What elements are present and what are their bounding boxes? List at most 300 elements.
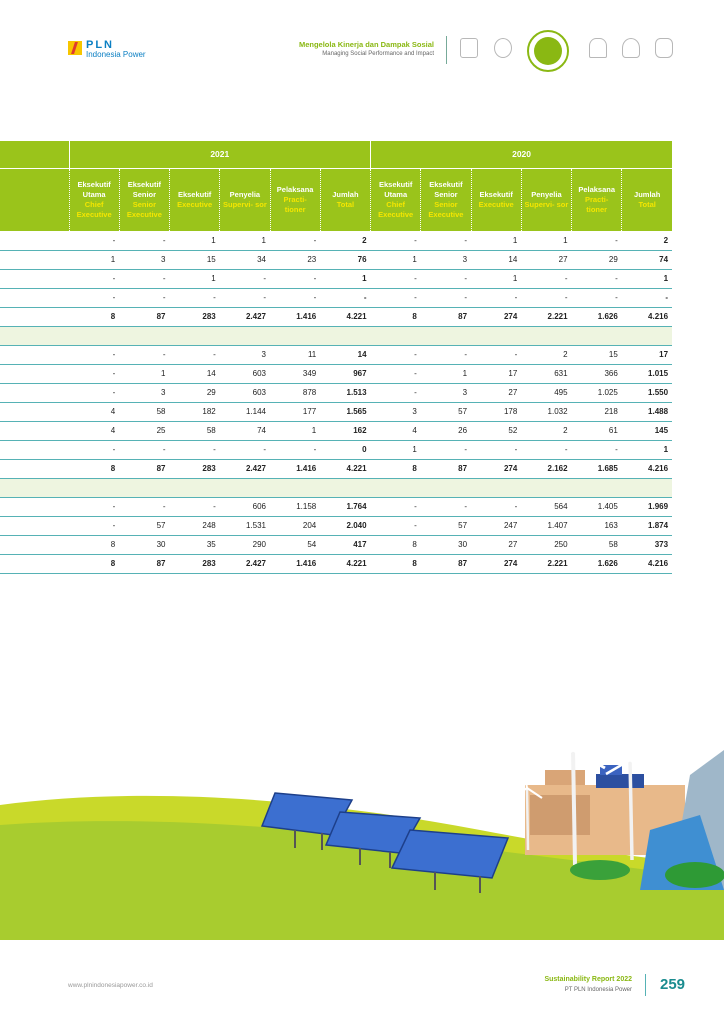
table-cell: 2.221 <box>521 307 571 326</box>
column-header <box>320 168 370 231</box>
table-cell: 58 <box>119 402 169 421</box>
hand-plug-icon[interactable] <box>655 38 673 58</box>
column-header <box>69 168 119 231</box>
hand-plant-icon[interactable] <box>589 38 607 58</box>
row-label-cell <box>0 307 69 326</box>
table-cell: - <box>170 440 220 459</box>
column-header-id: Eksekutif Utama <box>77 179 111 199</box>
table-cell: 1.685 <box>572 459 622 478</box>
employee-table <box>0 141 672 574</box>
row-label-cell <box>0 554 69 573</box>
gear-people-icon[interactable] <box>494 38 512 58</box>
table-row <box>0 402 672 421</box>
table-cell: 8 <box>69 459 119 478</box>
column-header-id: Jumlah <box>332 189 359 199</box>
year-header-2020: 2020 <box>371 141 673 168</box>
table-cell: 1.025 <box>572 383 622 402</box>
table-cell: 26 <box>421 421 471 440</box>
table-cell: - <box>69 231 119 250</box>
table-cell: 373 <box>622 535 672 554</box>
table-cell: - <box>371 497 421 516</box>
table-cell: - <box>371 345 421 364</box>
table-cell: 178 <box>471 402 521 421</box>
lotus-icon[interactable] <box>622 38 640 58</box>
table-cell: 1.764 <box>320 497 370 516</box>
table-cell: 967 <box>320 364 370 383</box>
table-cell <box>170 478 220 497</box>
row-label-cell <box>0 326 69 345</box>
chapter-title: Mengelola Kinerja dan Dampak Sosial <box>298 40 434 49</box>
table-cell: - <box>170 345 220 364</box>
table-cell: 52 <box>471 421 521 440</box>
table-row <box>0 231 672 250</box>
column-header-id: Eksekutif Senior <box>127 179 162 199</box>
table-cell: 2 <box>622 231 672 250</box>
table-cell: 248 <box>170 516 220 535</box>
table-cell: 177 <box>270 402 320 421</box>
table-cell: - <box>371 231 421 250</box>
table-cell <box>119 478 169 497</box>
column-header-en: Executive <box>177 199 213 209</box>
table-cell: 1.405 <box>572 497 622 516</box>
table-cell: 1 <box>220 231 270 250</box>
checklist-icon[interactable] <box>460 38 478 58</box>
table-cell: 3 <box>421 250 471 269</box>
table-cell: 1 <box>371 250 421 269</box>
table-cell <box>170 326 220 345</box>
table-cell: - <box>270 288 320 307</box>
table-cell <box>521 326 571 345</box>
table-cell: - <box>371 288 421 307</box>
table-cell: 57 <box>421 516 471 535</box>
logo-title: PLN <box>86 39 114 51</box>
column-header <box>220 168 270 231</box>
table-cell: 1 <box>170 269 220 288</box>
table-cell: - <box>119 497 169 516</box>
table-cell <box>69 326 119 345</box>
column-header-id: Eksekutif <box>177 189 212 199</box>
pln-lightning-icon <box>68 41 82 55</box>
table-cell: 14 <box>320 345 370 364</box>
table-cell: 17 <box>471 364 521 383</box>
column-header-id: Penyelia <box>531 189 562 199</box>
table-cell: 4 <box>69 421 119 440</box>
table-cell: - <box>421 269 471 288</box>
table-cell: 1.874 <box>622 516 672 535</box>
table-cell: 603 <box>220 364 270 383</box>
table-cell <box>471 478 521 497</box>
table-cell: 274 <box>471 554 521 573</box>
table-cell: - <box>119 440 169 459</box>
row-label-cell <box>0 364 69 383</box>
table-cell <box>421 326 471 345</box>
table-cell: 8 <box>371 554 421 573</box>
table-cell: 250 <box>521 535 571 554</box>
row-label-cell <box>0 497 69 516</box>
table-cell: 27 <box>521 250 571 269</box>
header-divider <box>446 36 447 64</box>
table-cell: 87 <box>421 459 471 478</box>
table-cell: 606 <box>220 497 270 516</box>
column-header-en: Supervi- sor <box>524 199 569 209</box>
table-cell: 8 <box>371 535 421 554</box>
table-cell: 290 <box>220 535 270 554</box>
row-label-cell <box>0 516 69 535</box>
table-cell: 283 <box>170 307 220 326</box>
column-header-en: Supervi- sor <box>222 199 267 209</box>
subheader-label-cell <box>0 168 69 231</box>
table-cell: - <box>521 288 571 307</box>
table-cell: 29 <box>170 383 220 402</box>
row-label-cell <box>0 478 69 497</box>
total-row <box>0 307 672 326</box>
table-cell <box>572 326 622 345</box>
table-cell: - <box>421 288 471 307</box>
table-cell: 4.221 <box>320 554 370 573</box>
table-cell: - <box>572 288 622 307</box>
table-cell: - <box>371 516 421 535</box>
table-cell: 1.407 <box>521 516 571 535</box>
table-cell: 1 <box>270 421 320 440</box>
table-cell <box>320 326 370 345</box>
table-cell: 4.221 <box>320 459 370 478</box>
table-cell: 29 <box>572 250 622 269</box>
table-cell: 2.427 <box>220 307 270 326</box>
table-cell: 2.040 <box>320 516 370 535</box>
table-cell: 247 <box>471 516 521 535</box>
column-header-en: Executive <box>478 199 514 209</box>
table-cell: 1 <box>521 231 571 250</box>
table-cell: 1 <box>69 250 119 269</box>
table-cell: 87 <box>421 554 471 573</box>
table-cell: - <box>371 383 421 402</box>
row-label-cell <box>0 345 69 364</box>
table-cell: - <box>119 269 169 288</box>
table-cell: 1 <box>320 269 370 288</box>
year-header-2021: 2021 <box>69 141 371 168</box>
table-cell: 274 <box>471 459 521 478</box>
table-cell: 366 <box>572 364 622 383</box>
table-cell: 4.216 <box>622 307 672 326</box>
table-cell: - <box>119 345 169 364</box>
table-cell: - <box>622 288 672 307</box>
column-header <box>622 168 672 231</box>
table-cell: 4 <box>69 402 119 421</box>
table-row <box>0 497 672 516</box>
table-cell: 1.513 <box>320 383 370 402</box>
table-row <box>0 250 672 269</box>
table-cell: 564 <box>521 497 571 516</box>
community-icon[interactable] <box>527 30 569 72</box>
table-cell: 15 <box>170 250 220 269</box>
table-cell: - <box>471 345 521 364</box>
row-label-cell <box>0 535 69 554</box>
column-header <box>119 168 169 231</box>
table-cell: 30 <box>119 535 169 554</box>
table-cell: 87 <box>421 307 471 326</box>
table-cell: 3 <box>220 345 270 364</box>
table-cell: 61 <box>572 421 622 440</box>
table-cell: 1 <box>119 364 169 383</box>
table-cell: - <box>421 497 471 516</box>
table-cell: 631 <box>521 364 571 383</box>
table-cell: 1.969 <box>622 497 672 516</box>
table-cell: 8 <box>69 307 119 326</box>
table-cell: 58 <box>572 535 622 554</box>
table-cell: 4.221 <box>320 307 370 326</box>
header-label-cell <box>0 141 69 168</box>
table-cell: 2.221 <box>521 554 571 573</box>
table-row <box>0 383 672 402</box>
table-cell: - <box>270 269 320 288</box>
table-cell: 182 <box>170 402 220 421</box>
table-cell: 14 <box>170 364 220 383</box>
table-row <box>0 516 672 535</box>
table-cell <box>119 326 169 345</box>
footer-divider <box>645 974 646 996</box>
table-cell <box>521 478 571 497</box>
column-header <box>471 168 521 231</box>
table-cell: - <box>270 231 320 250</box>
table-cell: 1.416 <box>270 307 320 326</box>
table-cell: 2.427 <box>220 459 270 478</box>
table-cell: 1 <box>170 231 220 250</box>
table-row <box>0 421 672 440</box>
table-cell: - <box>371 364 421 383</box>
table-cell: - <box>220 440 270 459</box>
table-cell: 1 <box>622 269 672 288</box>
table-cell: 3 <box>119 383 169 402</box>
column-header-en: Practi- tioner <box>585 194 609 214</box>
table-cell <box>622 478 672 497</box>
table-cell: 1.144 <box>220 402 270 421</box>
table-cell: 1.032 <box>521 402 571 421</box>
table-cell <box>270 326 320 345</box>
table-cell: 1.550 <box>622 383 672 402</box>
row-label-cell <box>0 383 69 402</box>
table-cell: 495 <box>521 383 571 402</box>
table-cell: 1.015 <box>622 364 672 383</box>
table-cell: - <box>270 440 320 459</box>
table-cell: 1.416 <box>270 554 320 573</box>
table-cell: 4.216 <box>622 554 672 573</box>
table-cell: 1 <box>421 364 471 383</box>
table-cell: 25 <box>119 421 169 440</box>
row-label-cell <box>0 250 69 269</box>
table-cell: 1.626 <box>572 554 622 573</box>
table-cell <box>220 326 270 345</box>
column-header <box>371 168 421 231</box>
column-header <box>421 168 471 231</box>
table-row <box>0 440 672 459</box>
table-cell: - <box>572 269 622 288</box>
column-header-id: Pelaksana <box>578 184 616 194</box>
table-row <box>0 364 672 383</box>
row-label-cell <box>0 269 69 288</box>
company-logo <box>68 40 168 60</box>
table-cell: - <box>471 288 521 307</box>
table-cell: 3 <box>421 383 471 402</box>
column-header-id: Pelaksana <box>276 184 314 194</box>
table-cell: 603 <box>220 383 270 402</box>
total-row <box>0 554 672 573</box>
table-cell: 57 <box>421 402 471 421</box>
table-cell: - <box>119 231 169 250</box>
logo-subtitle: Indonesia Power <box>86 50 146 59</box>
table-cell: 1.158 <box>270 497 320 516</box>
column-header-id: Eksekutif <box>479 189 513 199</box>
table-cell <box>320 478 370 497</box>
row-label-cell <box>0 440 69 459</box>
table-cell: 1 <box>471 269 521 288</box>
table-cell: 30 <box>421 535 471 554</box>
table-cell: 17 <box>622 345 672 364</box>
table-cell: 283 <box>170 459 220 478</box>
table-cell: 4.216 <box>622 459 672 478</box>
table-cell: - <box>320 288 370 307</box>
table-cell: 1.626 <box>572 307 622 326</box>
column-header <box>270 168 320 231</box>
column-header-en: Practi- tioner <box>283 194 307 214</box>
table-cell: - <box>521 440 571 459</box>
table-cell <box>421 478 471 497</box>
page-number: 259 <box>660 976 686 993</box>
table-cell: 2 <box>521 345 571 364</box>
table-cell: 27 <box>471 383 521 402</box>
table-cell: 8 <box>371 307 421 326</box>
total-row <box>0 459 672 478</box>
column-header-en: Chief Executive <box>76 199 112 219</box>
table-cell: 274 <box>471 307 521 326</box>
table-row <box>0 288 672 307</box>
report-title: Sustainability Report 2022 <box>544 976 632 983</box>
table-cell: - <box>220 269 270 288</box>
table-cell: 2.427 <box>220 554 270 573</box>
table-cell: 163 <box>572 516 622 535</box>
table-cell: 23 <box>270 250 320 269</box>
row-label-cell <box>0 288 69 307</box>
table-cell: - <box>69 269 119 288</box>
table-cell: - <box>421 231 471 250</box>
table-cell: 1 <box>371 440 421 459</box>
section-row <box>0 326 672 345</box>
column-header-en: Total <box>638 199 656 209</box>
table-cell: 15 <box>572 345 622 364</box>
column-header <box>521 168 571 231</box>
table-cell: 58 <box>170 421 220 440</box>
row-label-cell <box>0 231 69 250</box>
table-cell <box>220 478 270 497</box>
table-cell: 14 <box>471 250 521 269</box>
table-cell: 0 <box>320 440 370 459</box>
table-cell: 2.162 <box>521 459 571 478</box>
chapter-subtitle: Managing Social Performance and Impact <box>322 51 434 57</box>
column-header-id: Penyelia <box>229 189 261 199</box>
table-cell: - <box>69 516 119 535</box>
table-cell: 1.416 <box>270 459 320 478</box>
table-cell: - <box>471 497 521 516</box>
table-cell: - <box>471 440 521 459</box>
table-cell <box>622 326 672 345</box>
renewable-energy-illustration <box>0 690 724 940</box>
table-row <box>0 345 672 364</box>
table-cell: 1 <box>471 231 521 250</box>
table-cell <box>69 478 119 497</box>
table-cell: 3 <box>119 250 169 269</box>
table-cell: 1.488 <box>622 402 672 421</box>
table-cell: 74 <box>220 421 270 440</box>
table-row <box>0 535 672 554</box>
table-cell <box>270 478 320 497</box>
table-cell: 2 <box>320 231 370 250</box>
table-cell: 349 <box>270 364 320 383</box>
column-header-id: Jumlah <box>634 189 661 199</box>
website-url[interactable]: www.plnindonesiapower.co.id <box>68 982 153 989</box>
column-header-id: Eksekutif Utama <box>378 179 413 199</box>
table-cell: 145 <box>622 421 672 440</box>
table-cell: - <box>119 288 169 307</box>
table-cell: - <box>69 288 119 307</box>
table-cell: 8 <box>371 459 421 478</box>
table-cell: 4 <box>371 421 421 440</box>
table-cell <box>471 326 521 345</box>
section-row <box>0 478 672 497</box>
column-header-en: Chief Executive <box>378 199 414 219</box>
row-label-cell <box>0 421 69 440</box>
column-header-en: Senior Executive <box>428 199 464 219</box>
table-cell: 1 <box>622 440 672 459</box>
table-cell: 218 <box>572 402 622 421</box>
table-cell: 1.531 <box>220 516 270 535</box>
table-cell: 34 <box>220 250 270 269</box>
table-cell: 3 <box>371 402 421 421</box>
table-cell: 27 <box>471 535 521 554</box>
column-header-en: Senior Executive <box>126 199 162 219</box>
table-cell: 74 <box>622 250 672 269</box>
table-cell: 2 <box>521 421 571 440</box>
company-name: PT PLN Indonesia Power <box>564 987 632 993</box>
table-cell: 417 <box>320 535 370 554</box>
column-header <box>170 168 220 231</box>
column-header-id: Eksekutif Senior <box>429 179 463 199</box>
table-cell: - <box>170 497 220 516</box>
table-cell: 54 <box>270 535 320 554</box>
table-cell: - <box>69 440 119 459</box>
table-cell: - <box>69 345 119 364</box>
table-cell <box>371 326 421 345</box>
table-cell: - <box>69 497 119 516</box>
table-cell: 8 <box>69 554 119 573</box>
table-cell: 57 <box>119 516 169 535</box>
table-cell: 87 <box>119 459 169 478</box>
row-label-cell <box>0 459 69 478</box>
table-cell: - <box>572 440 622 459</box>
table-cell: - <box>371 269 421 288</box>
table-cell <box>572 478 622 497</box>
table-cell: - <box>421 345 471 364</box>
table-cell: 35 <box>170 535 220 554</box>
table-cell: 11 <box>270 345 320 364</box>
table-cell: 87 <box>119 307 169 326</box>
table-cell: - <box>572 231 622 250</box>
table-cell: 878 <box>270 383 320 402</box>
column-header <box>572 168 622 231</box>
table-cell: 8 <box>69 535 119 554</box>
table-row <box>0 269 672 288</box>
table-cell: 87 <box>119 554 169 573</box>
table-cell: 283 <box>170 554 220 573</box>
table-cell: 162 <box>320 421 370 440</box>
